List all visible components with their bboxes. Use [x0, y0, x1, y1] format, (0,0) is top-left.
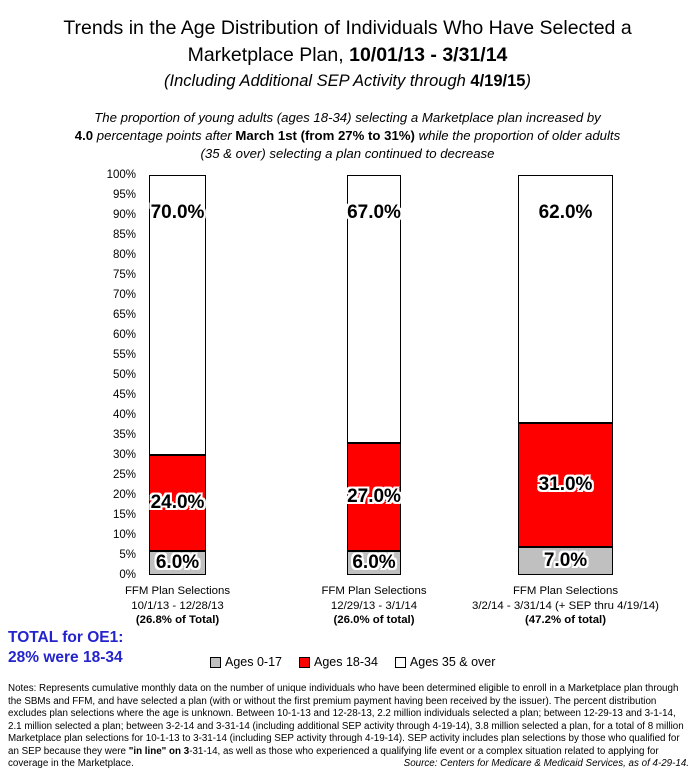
source-credit: Source: Centers for Medicare & Medicaid Services, as of 4-29-14. — [403, 758, 689, 769]
title-text-2: Marketplace Plan, — [187, 44, 350, 66]
x-axis-category-label — [446, 584, 686, 628]
title-sep-date: 4/19/15 — [470, 72, 526, 90]
bar-segment-ages-18-34 — [518, 423, 613, 547]
chart-legend — [210, 652, 495, 672]
x-axis-category-line: FFM Plan Selections — [321, 585, 427, 597]
x-axis-category-line: 3/2/14 - 3/31/14 (+ SEP thru 4/19/14) — [472, 599, 659, 612]
segment-value-label: 62.0% — [538, 202, 593, 223]
bar-segment-ages-35-over — [149, 175, 206, 455]
y-axis-tick-label: 35% — [112, 429, 136, 441]
x-axis-category-line: FFM Plan Selections — [124, 585, 231, 597]
bar-segment-ages-0-17 — [347, 551, 401, 575]
y-axis-tick-label: 25% — [112, 469, 136, 481]
y-axis-tick-label: 0% — [119, 569, 136, 581]
x-axis-category-line: 10/1/13 - 12/28/13 — [131, 599, 224, 612]
notes-text-1: Notes: Represents cumulative monthly data on the number of unique individuals who have been determined eligible to enroll in a Marketplace plan through the SBMs and FFM, and have selected a plan (with or without the first premium payment having been received by the issuer). The percent distribution excludes plan selections where the age is unknown. Between 10-1-13 and 12-28-13, 2.2 million individuals selected a plan; between 12-29-13 and 3-1-14, 2.1 million selected a plan; between 3-2-14 and 3-31-14 (including additional SEP activity through 4-19-14), 3.8 million selected a plan, for a total of 8 million Marketplace plan selections for 10-1-13 to 3-31-14 (including SEP activity through 4-19-14). SEP activity includes plan selections by those who qualified for an SEP because they were — [8, 683, 684, 757]
legend-swatch-icon — [210, 657, 221, 668]
y-axis-tick-label: 95% — [112, 189, 136, 201]
segment-value-label: 27.0% — [347, 486, 401, 507]
segment-value-label: 6.0% — [155, 552, 200, 573]
notes — [8, 683, 689, 770]
y-axis-tick-label: 60% — [112, 329, 136, 341]
subtitle-text-4: (35 & over) selecting a plan continued to decrease — [200, 146, 495, 161]
y-axis-tick-label: 15% — [112, 509, 136, 521]
y-axis-tick-label: 20% — [112, 489, 136, 501]
title-text-1: Trends in the Age Distribution of Individuals Who Have Selected a — [63, 17, 632, 39]
title-close-paren: ) — [525, 72, 531, 90]
subtitle-text-2: percentage points after — [93, 128, 236, 143]
x-axis-category-line: (26.0% of total) — [333, 614, 415, 627]
y-axis-tick-label: 55% — [112, 349, 136, 361]
y-axis-tick-label: 85% — [112, 229, 136, 241]
segment-value-label: 70.0% — [150, 202, 205, 223]
y-axis-tick-label: 90% — [112, 209, 136, 221]
y-axis-tick-label: 5% — [119, 549, 136, 561]
segment-value-label: 67.0% — [347, 202, 401, 223]
bar-segment-ages-18-34 — [149, 455, 206, 551]
x-axis-category-line: FFM Plan Selections — [512, 585, 619, 597]
y-axis-tick-label: 30% — [112, 449, 136, 461]
total-callout — [8, 628, 123, 667]
legend-swatch-icon — [299, 657, 310, 668]
segment-value-label: 7.0% — [543, 550, 588, 571]
bar-segment-ages-35-over — [347, 175, 401, 443]
legend-item — [210, 655, 282, 669]
y-axis-tick-label: 100% — [106, 169, 136, 181]
y-axis-tick-label: 75% — [112, 269, 136, 281]
bar-segment-ages-35-over — [518, 175, 613, 423]
bar-segment-ages-18-34 — [347, 443, 401, 551]
segment-value-label: 24.0% — [150, 492, 205, 513]
notes-text-2: -31-14, as well as those who experienced a qualifying life event or a complex situation related to applying for coverage in the Marketplace. — [8, 745, 659, 769]
total-callout-line1: TOTAL for OE1: — [8, 629, 124, 646]
legend-label: Ages 35 & over — [409, 655, 496, 669]
x-axis-category-line: 12/29/13 - 3/1/14 — [330, 599, 418, 612]
x-axis-category-line: (47.2% of total) — [524, 614, 606, 627]
subtitle-march-phrase: March 1st (from 27% to 31%) — [235, 128, 415, 143]
legend-item — [299, 655, 378, 669]
bar-segment-ages-0-17 — [518, 547, 613, 575]
y-axis-tick-label: 10% — [112, 529, 136, 541]
segment-value-label: 6.0% — [352, 552, 396, 573]
subtitle-points-value: 4.0 — [74, 128, 94, 143]
subtitle-text-3: while the proportion of older adults — [414, 128, 621, 143]
legend-item — [395, 655, 495, 669]
legend-swatch-icon — [395, 657, 406, 668]
segment-value-label: 31.0% — [538, 474, 593, 495]
y-axis-tick-label: 65% — [112, 309, 136, 321]
y-axis-tick-label: 50% — [112, 369, 136, 381]
legend-label: Ages 18-34 — [313, 655, 378, 669]
y-axis-tick-label: 40% — [112, 409, 136, 421]
y-axis-tick-label: 70% — [112, 289, 136, 301]
legend-label: Ages 0-17 — [225, 655, 282, 669]
bar-segment-ages-0-17 — [149, 551, 206, 575]
x-axis-category-line: (26.8% of Total) — [135, 614, 220, 627]
title-date-range: 10/01/13 - 3/31/14 — [349, 44, 508, 66]
y-axis-tick-label: 80% — [112, 249, 136, 261]
notes-bold-in-line: "in line" on 3 — [128, 745, 190, 757]
title-sep-note: (Including Additional SEP Activity through — [164, 72, 471, 90]
total-callout-line2: 28% were 18-34 — [8, 648, 123, 666]
y-axis-tick-label: 45% — [112, 389, 136, 401]
subtitle-text-1: The proportion of young adults (ages 18-34) selecting a Marketplace plan increased by — [94, 110, 601, 125]
